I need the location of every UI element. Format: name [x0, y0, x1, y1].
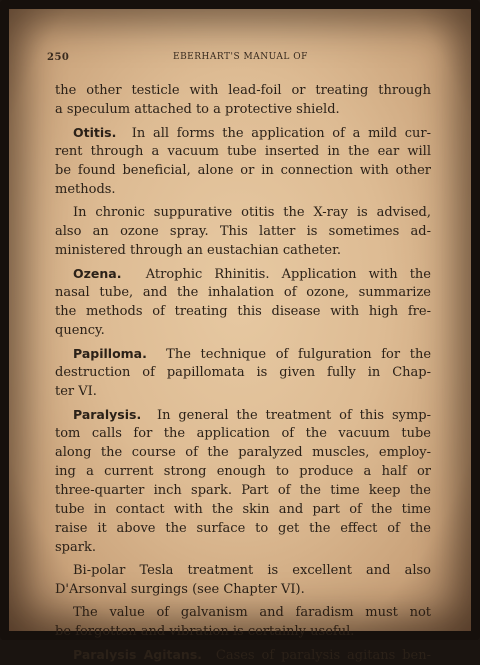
running-title: EBERHART'S MANUAL OF	[173, 52, 308, 62]
entry-text: Cases of paralysis agitans ben-	[215, 648, 432, 663]
text-line: The value of galvanism and faradism must not	[73, 605, 431, 620]
text-line: also an ozone spray. This latter is sometimes ad-	[55, 224, 431, 239]
text-line: D'Arsonval surgings (see Chapter VI).	[55, 582, 305, 597]
page-body	[55, 81, 431, 664]
text-line: In chronic suppurative otitis the X-ray is advised,	[73, 205, 431, 220]
entry-text: In general the treatment of this symp-	[156, 408, 431, 423]
text-line: tube in contact with the skin and part of the time	[55, 502, 431, 517]
text-line	[55, 264, 431, 283]
text-line: rent through a vacuum tube inserted in the ear will	[55, 144, 431, 159]
page-number: 250	[47, 52, 70, 63]
running-header	[47, 43, 431, 63]
text-line: ministered through an eustachian catheter.	[55, 243, 341, 258]
text-line: ing a current strong enough to produce a half or	[55, 464, 431, 479]
text-line: a speculum attached to a protective shield.	[55, 102, 340, 117]
entry-text: The technique of fulguration for the	[166, 347, 432, 362]
text-line: spark.	[55, 540, 96, 555]
text-line: nasal tube, and the inhalation of ozone, summarize	[55, 285, 431, 300]
text-line: tom calls for the application of the vacuum tube	[55, 426, 431, 441]
entry-term: Paralysis.	[73, 407, 142, 422]
entry-term: Paralysis Agitans.	[73, 647, 203, 662]
paragraph-paralysis-agitans	[55, 645, 431, 664]
text-line: the other testicle with lead-foil or treating through	[55, 83, 431, 98]
text-line	[55, 645, 431, 664]
book-page	[47, 43, 432, 664]
text-line: Bi-polar Tesla treatment is excellent and also	[73, 563, 431, 578]
paragraph-otitis	[55, 123, 431, 199]
text-line: methods.	[55, 182, 116, 197]
text-line: raise it above the surface to get the effect of the	[55, 521, 431, 536]
text-line: destruction of papillomata is given fully in Chap-	[55, 365, 431, 380]
paragraph-papilloma	[55, 344, 431, 401]
text-line: ter VI.	[55, 384, 97, 399]
entry-term: Otitis.	[73, 125, 117, 140]
paragraph-paralysis	[55, 405, 431, 557]
entry-term: Ozena.	[73, 266, 122, 281]
paragraph	[55, 203, 431, 260]
entry-text: In all forms the application of a mild cur-	[131, 126, 431, 141]
paragraph	[55, 81, 431, 119]
entry-text: Atrophic Rhinitis. Application with the	[145, 267, 431, 282]
text-line: three-quarter inch spark. Part of the time keep the	[55, 483, 431, 498]
text-line: along the course of the paralyzed muscles, employ-	[55, 445, 431, 460]
paragraph-ozena	[55, 264, 431, 340]
entry-term: Papilloma.	[73, 346, 147, 361]
text-line	[55, 344, 431, 363]
text-line: the methods of treating this disease with high fre-	[55, 304, 431, 319]
text-line	[55, 405, 431, 424]
paragraph	[55, 561, 431, 599]
text-line	[55, 123, 431, 142]
text-line: quency.	[55, 323, 105, 338]
text-line: be forgotten and vibration is certainly useful.	[55, 624, 355, 639]
paragraph	[55, 603, 431, 641]
text-line: be found beneficial, alone or in connection with other	[55, 163, 431, 178]
